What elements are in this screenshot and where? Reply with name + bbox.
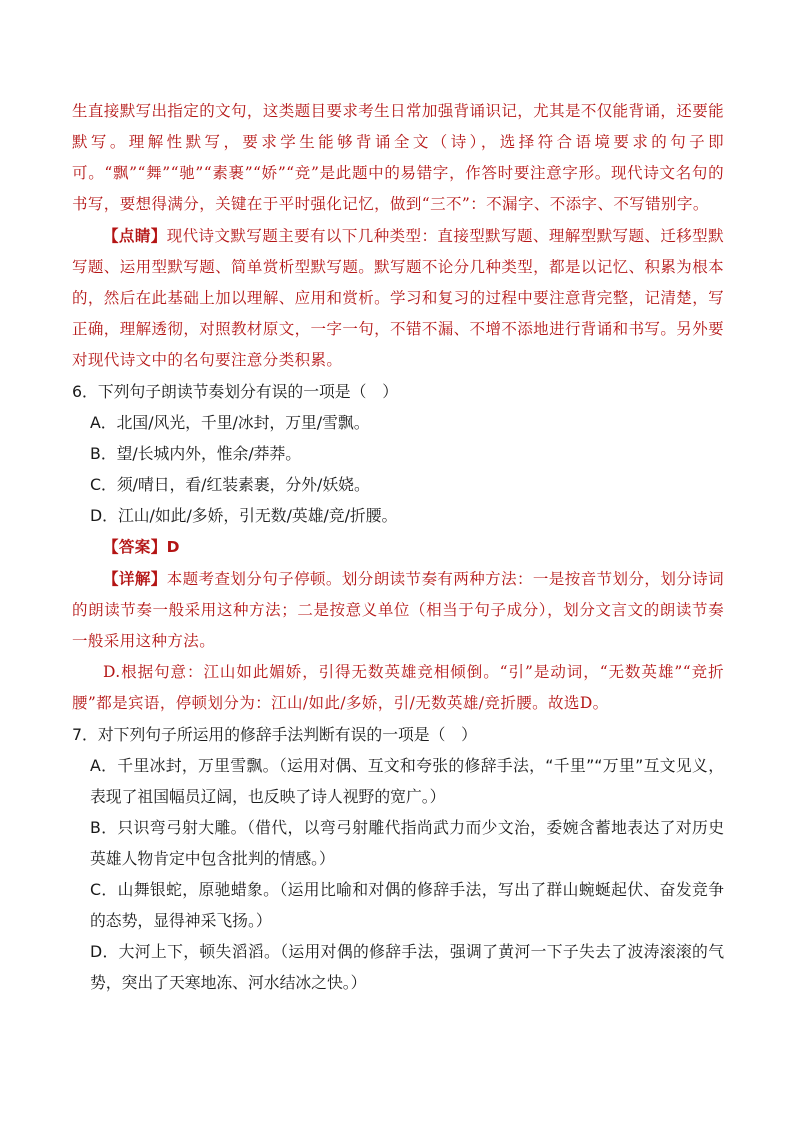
question-7-option-c: C．山舞银蛇，原驰蜡象。（运用比喻和对偶的修辞手法，写出了群山蜿蜒起伏、奋发竞争的态势，显得神采飞扬。） xyxy=(90,880,724,930)
detail-label: 【详解】 xyxy=(103,569,167,588)
question-7-option-a: A．千里冰封，万里雪飘。（运用对偶、互文和夸张的修辞手法，“千里”“万里”互文见义，表现了祖国幅员辽阔，也反映了诗人视野的宽广。） xyxy=(90,756,724,806)
tip-paragraph xyxy=(72,220,724,376)
analysis-paragraph: 生直接默写出指定的文句，这类题目要求考生日常加强背诵识记，尤其是不仅能背诵，还要能默写。理解性默写，要求学生能够背诵全文（诗），选择符合语境要求的句子即可。“飘”“舞”“驰”“素裹”“娇”“竞”是此题中的易错字，作答时要注意字形。现代诗文名句的书写，要想得满分，关键在于平时强化记忆，做到“三不”：不漏字、不添字、不写错别字。 xyxy=(72,102,724,213)
page-content xyxy=(72,96,724,998)
question-6-stem: 6．下列句子朗读节奏划分有误的一项是（ ） xyxy=(72,382,398,401)
question-7-stem: 7．对下列句子所运用的修辞手法判断有误的一项是（ ） xyxy=(72,725,477,744)
question-7-option-d: D．大河上下，顿失滔滔。（运用对偶的修辞手法，强调了黄河一下子失去了波涛滚滚的气势，突出了天寒地冻、河水结冰之快。） xyxy=(90,942,724,992)
detail-text: 本题考查划分句子停顿。划分朗读节奏有两种方法：一是按音节划分，划分诗词的朗读节奏一般采用这种方法；二是按意义单位（相当于句子成分），划分文言文的朗读节奏一般采用这种方法。 xyxy=(72,570,724,650)
question-6-option-a: A．北国/风光，千里/冰封，万里/雪飘。 xyxy=(90,413,370,432)
question-7-option-b: B．只识弯弓射大雕。（借代，以弯弓射雕代指尚武力而少文治，委婉含蓄地表达了对历史英雄人物肯定中包含批判的情感。） xyxy=(90,818,724,868)
answer-label: 【答案】 xyxy=(103,537,167,556)
detail-option-d: D.根据句意：江山如此媚娇，引得无数英雄竞相倾倒。“引”是动词，“无数英雄”“竞折腰”都是宾语，停顿划分为：江山/如此/多娇，引/无数英雄/竞折腰。故选D。 xyxy=(72,663,724,712)
question-6-option-b: B．望/长城内外，惟余/莽莽。 xyxy=(90,444,302,463)
question-6-option-d: D．江山/如此/多娇，引无数/英雄/竞/折腰。 xyxy=(90,506,398,525)
tip-text: 现代诗文默写题主要有以下几种类型：直接型默写题、理解型默写题、迁移型默写题、运用型默写题、简单赏析型默写题。默写题不论分几种类型，都是以记忆、积累为根本的，然后在此基础上加以理解、应用和赏析。学习和复习的过程中要注意背完整，记清楚，写正确，理解透彻，对照教材原文，一字一句，不错不漏、不增不添地进行背诵和书写。另外要对现代诗文中的名句要注意分类积累。 xyxy=(72,227,724,369)
detail-paragraph xyxy=(72,563,724,657)
tip-label: 【点睛】 xyxy=(103,226,167,245)
question-6-option-c: C．须/晴日，看/红装素裹，分外/妖娆。 xyxy=(90,475,370,494)
answer-line xyxy=(72,531,724,563)
answer-value: D xyxy=(166,538,180,556)
